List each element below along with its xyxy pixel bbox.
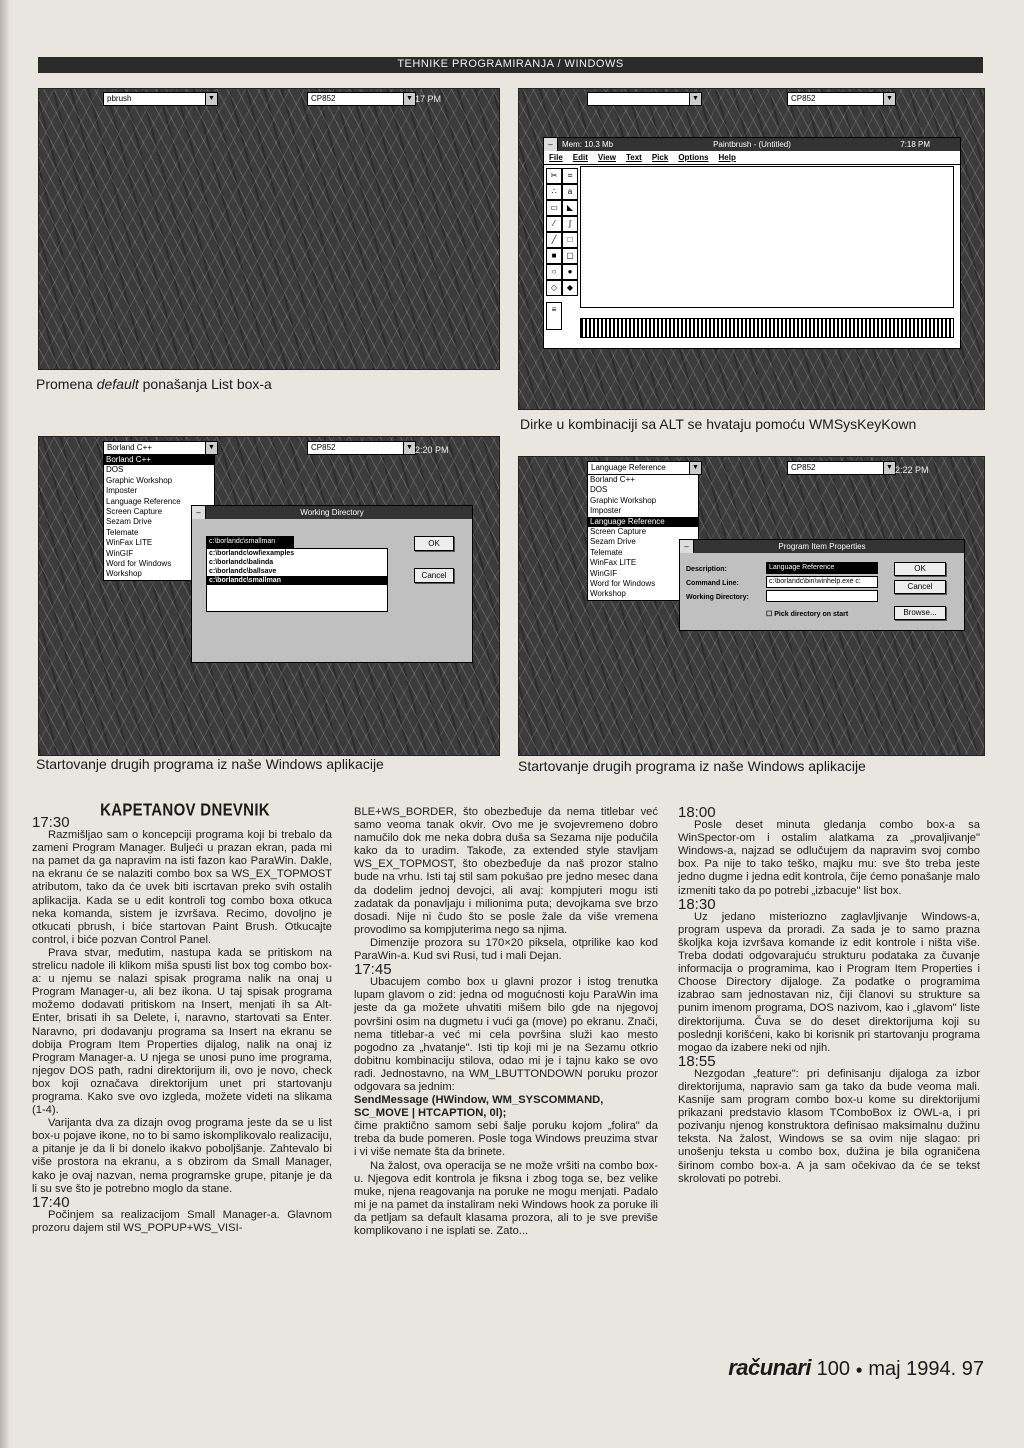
menu-pick: Pick <box>651 153 669 162</box>
list-item: WinFax LITE <box>590 558 637 568</box>
menu-help: Help <box>718 153 736 162</box>
issue-number: 100 <box>816 1358 850 1380</box>
article-paragraph: Posle deset minuta gledanja combo box-a sa WinSpector-om i ostalim alatkama za „provaljivanje" Windows-a, najzad se odlučujem da napravim svoj combo box. Pa nije to tako teško, majku mu: sve što treba jeste jedno dugme i jedna edit kontrola, čije ćemo ponašanje malo izmeniti tako da po potrebi „izbacuje" list box. <box>678 819 980 897</box>
figure-1-caption <box>36 376 272 392</box>
fig3-clock: 2:20 PM <box>415 445 449 455</box>
caption-part: ponašanja List box-a <box>138 376 272 392</box>
fig4-command-combo <box>587 461 702 475</box>
line-icon: ╱ <box>546 232 562 248</box>
magazine-name: računari <box>728 1355 812 1380</box>
page-number: 97 <box>961 1358 984 1380</box>
fig3-codepage-combo <box>307 441 416 455</box>
footer-bullet: ● <box>855 1362 863 1377</box>
figure-1-screenshot <box>38 88 500 370</box>
ok-button: OK <box>414 536 454 551</box>
rounded-box-icon: ▢ <box>562 248 578 264</box>
filled-circle-icon: ● <box>562 264 578 280</box>
dropdown-arrow-icon: ▼ <box>689 93 701 105</box>
figure-4-screenshot <box>518 456 985 756</box>
description-field: Language Reference <box>766 562 878 574</box>
list-item: Graphic Workshop <box>590 495 657 505</box>
description-label: Description: <box>686 566 727 573</box>
diary-timestamp: 17:30 <box>32 814 70 831</box>
fig2-codepage-text: CP852 <box>791 94 816 103</box>
code-snippet: SendMessage (HWindow, WM_SYSCOMMAND, SC_MOVE | HTCAPTION, 0l); <box>354 1094 604 1120</box>
menu-view: View <box>597 153 616 162</box>
article-paragraph: čime praktično samom sebi šalje poruku kojom „folira" da treba da bude pomeren. Posle toga Windows preuzima stvar i vi više nemate šta da brinete. <box>354 1120 658 1159</box>
dir-list <box>206 548 388 612</box>
list-item: Graphic Workshop <box>106 475 173 485</box>
issue-date: maj 1994. <box>868 1358 957 1380</box>
diary-timestamp: 18:00 <box>678 804 716 821</box>
list-item: WinGIF <box>106 548 134 558</box>
menu-edit: Edit <box>572 153 588 162</box>
paintbrush-menubar <box>544 152 960 165</box>
program-item-properties-dialog <box>679 539 965 631</box>
paintbrush-clock: 7:18 PM <box>900 140 930 149</box>
fig2-command-combo <box>587 92 702 106</box>
brush-icon: ⁄ <box>546 216 562 232</box>
article-paragraph: Prava stvar, međutim, nastupa kada se pritiskom na strelicu nadole ili klikom miša spusti list box tog combo box-a: u njemu se nalazi spisak programa nalik na onaj u Program Manager-u, ali bez ikona. U taj spisak programa možemo dodavati pritiskom na Insert, menjati ih sa Alt-Enter, brisati ih sa Delete, i, naravno, startovati sa Enter. Naravno, pri dodavanju programa sa Insert na ekranu se dobija Program Item Properties dijalog, nalik na onaj iz Program Manager-a. U njega se unosi puno ime programa, njegov DOS path, radni direktorijum ili, ovo je novo, check box koji označava direktorijum unet pri startovanju programa. Kako sve ovo izgleda, možete videti na slikama (1-4). <box>32 946 332 1117</box>
page-footer <box>728 1355 984 1381</box>
dropdown-arrow-icon: ▼ <box>403 442 415 454</box>
list-item: Telemate <box>590 547 623 557</box>
article-title: KAPETANOV DNEVNIK <box>100 800 270 821</box>
working-directory-field <box>766 590 878 602</box>
scissors-icon: ✂ <box>546 168 562 184</box>
list-item: Language Reference <box>106 496 181 506</box>
polygon-icon: ◇ <box>546 280 562 296</box>
diary-timestamp: 17:45 <box>354 961 392 979</box>
section-header: TEHNIKE PROGRAMIRANJA / WINDOWS <box>397 58 624 70</box>
list-item: Word for Windows <box>590 579 656 589</box>
fig4-clock: 2:22 PM <box>895 465 929 475</box>
pick-directory-label: Pick directory on start <box>774 611 849 618</box>
figure-4-caption: Startovanje drugih programa iz naše Windows aplikacije <box>518 758 866 774</box>
figure-2-caption: Dirke u kombinaciji sa ALT se hvataju pomoću WMSysKeyKown <box>520 416 917 432</box>
memory-readout: Mem: 10.3 Mb <box>562 140 614 149</box>
fill-icon: ◣ <box>562 200 578 216</box>
fig3-command-combo <box>103 441 218 455</box>
pick-directory-checkbox: ☐ Pick directory on start <box>766 611 849 618</box>
list-item: WinGIF <box>590 568 618 578</box>
dropdown-arrow-icon: ▼ <box>883 93 895 105</box>
section-header-bar <box>38 57 983 73</box>
list-item: Word for Windows <box>106 559 172 569</box>
list-item: Language Reference <box>588 517 698 527</box>
list-item: c:\borlandc\smallman <box>207 576 387 585</box>
system-menu-icon: – <box>544 138 558 151</box>
list-item: DOS <box>106 465 124 475</box>
cancel-button: Cancel <box>894 580 946 594</box>
fig4-codepage-combo <box>787 461 896 475</box>
dropdown-arrow-icon: ▼ <box>205 93 217 105</box>
fig2-codepage-combo <box>787 92 896 106</box>
command-line-field: c:\borlandc\bin\winhelp.exe c: <box>766 576 878 588</box>
cancel-button: Cancel <box>414 568 454 583</box>
list-item: c:\borlandc\owl\examples <box>209 550 295 557</box>
fig1-codepage-text: CP852 <box>311 94 336 103</box>
article-paragraph: Ubacujem combo box u glavni prozor i istog trenutka lupam glavom o zid: jedna od mogućnosti koju ParaWin ima jeste da ga možete uhvatiti mišem bilo gde na njegovoj površini osim na dugmetu i vući ga (move) po ekranu. Znači, nema titlebar-a već mi cela površina služi kao mesto pogodno za „hvatanje". Isti tip koji mi je na Sezamu otkrio dobitnu kombinaciju stilova, odao mi je i tajnu kako se ovo radi. Jednostavno, na WM_LBUTTONDOWN poruku prozor odgovara sa jednim: <box>354 976 658 1093</box>
list-item: DOS <box>590 485 608 495</box>
article-paragraph: Razmišljao sam o koncepciji programa koji bi trebalo da zameni Program Manager. Bulјeći u prazan ekran, pada mi na pamet da ga napravim na isti fazon kao ParaWin. Dakle, na ekranu će se nalaziti combo box sa WS_EX_TOPMOST atributom, tako da će uvek biti iscrtavan preko svih ostalih aplikacija. Kada se u edit kontroli tog combo boxa otkuca neka komanda, sistem je izvršava. Recimo, dovoljno je otkucati pbrush, i biće startovan Paint Brush. Otkucajte control, i biće pozvan Control Panel. <box>32 829 332 946</box>
fig1-command-combo <box>103 92 218 106</box>
page-spine-shadow <box>0 0 10 1448</box>
article-paragraph: Varijanta dva za dizajn ovog programa jeste da se u list box-u pojave ikone, no to bi samo iskomplikovalo realizaciju, a pitanje je da li bi donelo ikakvo poboljšanje. Zahtevalo bi više prostora na ekranu, a s obzirom da Small Manager, kako je ovaj nazvan, nema programske grupe, pitanje je da li su sve što je potrebno moglo da stane. <box>32 1117 332 1195</box>
ok-button: OK <box>894 562 946 576</box>
list-item: Screen Capture <box>106 507 163 517</box>
dialog-titlebar: Working Directory <box>192 506 472 519</box>
paintbrush-titlebar <box>544 138 960 151</box>
dropdown-arrow-icon: ▼ <box>689 462 701 474</box>
menu-text: Text <box>625 153 642 162</box>
pick-icon: ⌗ <box>562 168 578 184</box>
list-item: WinFax LITE <box>106 538 153 548</box>
caption-part: Promena <box>36 376 97 392</box>
working-directory-dialog <box>191 505 473 663</box>
article-paragraph: Uz jedano misteriozno zaglavljivanje Windows-a, program uspeva da proradi. Za sada je to samo prazna školjka koja izvršava komande iz edit kontrole i ništa više. Treba dodati odgovarajuću strukturu podataka za čuvanje informacija o programima, kao i Program Item Properties i Choose Directory dijaloge. Za podatke o programima izabrao sam jednostavan niz, čiji članovi su strukture sa punim imenom programa, DOS nazivom, kao i „glavom" liste direktorijuma. Čuva se do deset direktorijuma koji su poslednji korišćeni, kako bi korisnik pri startovanju programa mogao da izabere neki od njih. <box>678 910 980 1054</box>
spray-icon: ∴ <box>546 184 562 200</box>
list-item: Imposter <box>590 506 622 516</box>
system-menu-icon: – <box>192 506 206 519</box>
menu-file: File <box>549 153 563 162</box>
figure-2-screenshot <box>518 88 985 410</box>
list-item: Borland C++ <box>104 455 214 465</box>
paintbrush-window <box>543 137 961 349</box>
list-item: c:\borlandc\balinda <box>209 559 274 566</box>
line-width-icon: ≡ <box>546 302 562 330</box>
article-column-3 <box>678 806 980 1186</box>
article-column-2 <box>354 806 658 1238</box>
dropdown-arrow-icon: ▼ <box>205 442 217 454</box>
article-paragraph: Dimenzije prozora su 170×20 piksela, otprilike kao kod ParaWin-a. Kud svi Rusi, tud i mali Dejan. <box>354 936 658 963</box>
article-paragraph: Nezgodan „feature": pri definisanju dijaloga za izbor direktorijuma, napravio sam ga tako da bude veoma mali. Kasnije sam program combo box-u kome su direktorijumi prikazani predstavio klasom TComboBox iz OWL-a, i pri pozivanju njenog konstruktora definisao maksimalnu dužinu teksta. Na žalost, Windows se sa ovim nije slagao: pri unošenju teksta u combo box, dužina je bila ograničena širinom combo box-a. A ja sam očekivao da će se tekst skrolovati po potrebi. <box>678 1067 980 1185</box>
list-item: c:\borlandc\ballsave <box>209 568 277 575</box>
list-item: Sezam Drive <box>106 517 152 527</box>
color-palette <box>580 318 954 338</box>
fig3-codepage-text: CP852 <box>311 443 336 452</box>
diary-timestamp: 18:30 <box>678 895 716 913</box>
article-column-1 <box>32 816 332 1235</box>
command-line-label: Command Line: <box>686 580 739 587</box>
fig4-combo-text: Language Reference <box>591 463 666 472</box>
working-directory-label: Working Directory: <box>686 594 749 601</box>
article-paragraph: Na žalost, ova operacija se ne može vršiti na combo box-u. Njegova edit kontrola je fiksna i zbog toga se, bez velike muke, njena reagovanja na poruke ne mogu menjati. Padalo mi je na pamet da instaliram neki Windows hook za poruke ili da petljam sa default klasama prozora, ali to je sve previše komplikovano i ne isplati se. Zato... <box>354 1159 658 1237</box>
figure-3-screenshot <box>38 436 500 756</box>
list-item: Workshop <box>590 589 626 599</box>
system-menu-icon: – <box>680 540 694 553</box>
list-item: Telemate <box>106 527 139 537</box>
fig4-codepage-text: CP852 <box>791 463 816 472</box>
list-item: Imposter <box>106 486 138 496</box>
list-item: Borland C++ <box>590 475 635 484</box>
fig1-clock: 17 PM <box>415 94 442 104</box>
list-item: Workshop <box>106 569 142 579</box>
list-item: Sezam Drive <box>590 537 636 547</box>
browse-button: Browse... <box>894 606 946 620</box>
dropdown-arrow-icon: ▼ <box>883 462 895 474</box>
curve-icon: ∫ <box>562 216 578 232</box>
circle-icon: ○ <box>546 264 562 280</box>
article-paragraph: Počinjem sa realizacijom Small Manager-a. Glavnom prozoru dajem stil WS_POPUP+WS_VISI- <box>32 1208 332 1234</box>
eraser-icon: ▭ <box>546 200 562 216</box>
fig1-codepage-combo <box>307 92 416 106</box>
dir-edit: c:\borlandc\smallman <box>206 536 294 548</box>
caption-italic: default <box>96 376 139 392</box>
menu-options: Options <box>678 153 709 162</box>
text-tool-icon: a <box>562 184 578 200</box>
fig1-combo-text: pbrush <box>107 94 132 103</box>
paintbrush-title: Paintbrush - (Untitled) <box>713 140 791 149</box>
paint-canvas <box>580 166 954 308</box>
diary-timestamp: 17:40 <box>32 1193 70 1211</box>
figure-3-caption: Startovanje drugih programa iz naše Windows aplikacije <box>36 756 384 772</box>
box-icon: □ <box>562 232 578 248</box>
filled-box-icon: ■ <box>546 248 562 264</box>
diary-timestamp: 18:55 <box>678 1052 716 1070</box>
filled-polygon-icon: ◆ <box>562 280 578 296</box>
list-item: Screen Capture <box>590 527 647 537</box>
fig3-combo-text: Borland C++ <box>107 443 152 452</box>
dialog-titlebar: Program Item Properties <box>680 540 964 553</box>
article-paragraph: BLE+WS_BORDER, što obezbeđuje da nema titlebar već samo veoma tanak okvir. Ovo me je svojevremeno dobro namučilo dok me neka dobra duša sa Sezama nije podučila kako da to uradim. Takođe, za extended style stavljam WS_EX_TOPMOST, što obezbeđuje da naš prozor stalno bude na vrhu. Isti taj stil sam pokušao pre jedno mesec dana da dodelim jednoj devojci, ali avaj: kompjuteri mogu isti zadatak da ponavljaju i milionima puta; devojkama sve brzo dosadi. Nije ni čudo što se posle žale da više vremena provodimo sa kompjuterima nego sa njima. <box>354 806 658 936</box>
dropdown-arrow-icon: ▼ <box>403 93 415 105</box>
